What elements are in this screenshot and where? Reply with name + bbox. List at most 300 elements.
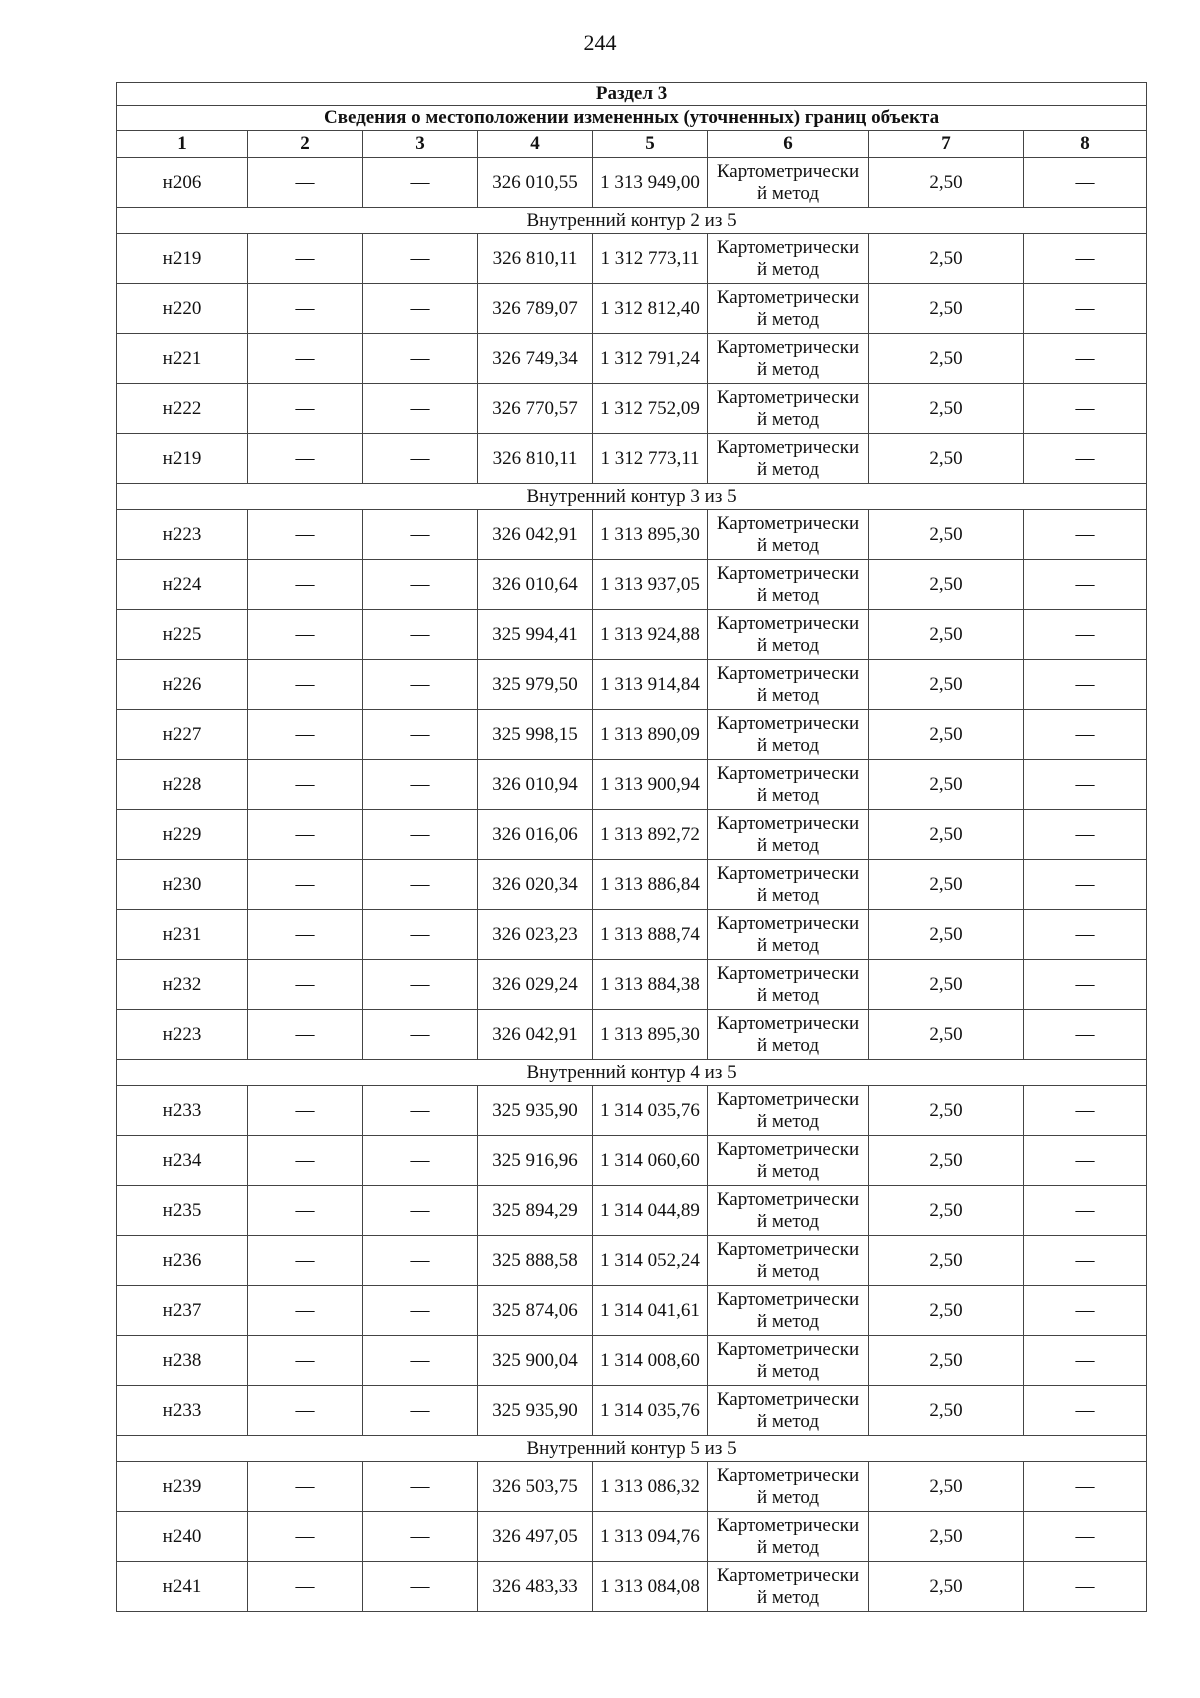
- column-2-cell: —: [248, 1236, 363, 1286]
- method-cell: [708, 660, 869, 710]
- column-2-cell: —: [248, 1010, 363, 1060]
- page-number: 244: [583, 30, 617, 55]
- x-coordinate-cell: 325 998,15: [478, 710, 593, 760]
- method-text-line-1: Картометрически: [716, 160, 860, 182]
- table-title: Сведения о местоположении измененных (уточненных) границ объекта: [117, 106, 1147, 131]
- x-coordinate-cell: 326 010,55: [478, 158, 593, 208]
- point-name-cell: н224: [117, 560, 248, 610]
- accuracy-cell: 2,50: [869, 1386, 1024, 1436]
- x-coordinate-cell: 326 023,23: [478, 910, 593, 960]
- column-3-cell: —: [363, 1512, 478, 1562]
- accuracy-cell: 2,50: [869, 1136, 1024, 1186]
- method-text-line-1: Картометрически: [716, 286, 860, 308]
- method-text-line-1: Картометрически: [716, 662, 860, 684]
- y-coordinate-cell: 1 313 924,88: [593, 610, 708, 660]
- column-3-cell: —: [363, 1010, 478, 1060]
- column-8-cell: —: [1024, 1186, 1147, 1236]
- column-8-cell: —: [1024, 1086, 1147, 1136]
- x-coordinate-cell: 326 497,05: [478, 1512, 593, 1562]
- y-coordinate-cell: 1 313 900,94: [593, 760, 708, 810]
- column-8-cell: —: [1024, 510, 1147, 560]
- method-text-line-2: й метод: [756, 884, 820, 906]
- table-row: [117, 1462, 1147, 1512]
- point-name-cell: н234: [117, 1136, 248, 1186]
- column-8-cell: —: [1024, 660, 1147, 710]
- accuracy-cell: 2,50: [869, 234, 1024, 284]
- table-row: [117, 284, 1147, 334]
- column-8-cell: —: [1024, 334, 1147, 384]
- y-coordinate-cell: 1 313 884,38: [593, 960, 708, 1010]
- column-8-cell: —: [1024, 860, 1147, 910]
- table-row: [117, 1086, 1147, 1136]
- point-name-cell: н229: [117, 810, 248, 860]
- method-cell: [708, 1136, 869, 1186]
- column-8-cell: —: [1024, 158, 1147, 208]
- method-text-line-1: Картометрически: [716, 236, 860, 258]
- column-3-cell: —: [363, 910, 478, 960]
- column-2-cell: —: [248, 960, 363, 1010]
- column-8-cell: —: [1024, 1236, 1147, 1286]
- accuracy-cell: 2,50: [869, 1562, 1024, 1612]
- column-3-cell: —: [363, 660, 478, 710]
- method-text-line-2: й метод: [756, 1310, 820, 1332]
- column-number: 7: [869, 131, 1024, 158]
- method-cell: [708, 284, 869, 334]
- method-text-line-2: й метод: [756, 1536, 820, 1558]
- point-name-cell: н219: [117, 434, 248, 484]
- method-text-line-1: Картометрически: [716, 962, 860, 984]
- method-text-line-1: Картометрически: [716, 1088, 860, 1110]
- column-3-cell: —: [363, 384, 478, 434]
- column-3-cell: —: [363, 710, 478, 760]
- method-cell: [708, 760, 869, 810]
- column-8-cell: —: [1024, 1336, 1147, 1386]
- method-cell: [708, 234, 869, 284]
- method-text-line-2: й метод: [756, 182, 820, 204]
- method-cell: [708, 1186, 869, 1236]
- method-cell: [708, 1512, 869, 1562]
- table-row: [117, 560, 1147, 610]
- point-name-cell: н223: [117, 1010, 248, 1060]
- table-row: [117, 860, 1147, 910]
- y-coordinate-cell: 1 314 035,76: [593, 1386, 708, 1436]
- column-3-cell: —: [363, 1462, 478, 1512]
- point-name-cell: н220: [117, 284, 248, 334]
- column-3-cell: —: [363, 234, 478, 284]
- y-coordinate-cell: 1 312 791,24: [593, 334, 708, 384]
- accuracy-cell: 2,50: [869, 760, 1024, 810]
- x-coordinate-cell: 325 994,41: [478, 610, 593, 660]
- method-text-line-1: Картометрически: [716, 1388, 860, 1410]
- column-3-cell: —: [363, 1336, 478, 1386]
- column-3-cell: —: [363, 434, 478, 484]
- column-2-cell: —: [248, 1186, 363, 1236]
- x-coordinate-cell: 325 894,29: [478, 1186, 593, 1236]
- x-coordinate-cell: 326 042,91: [478, 510, 593, 560]
- method-text-line-2: й метод: [756, 734, 820, 756]
- x-coordinate-cell: 326 016,06: [478, 810, 593, 860]
- column-3-cell: —: [363, 960, 478, 1010]
- y-coordinate-cell: 1 312 773,11: [593, 434, 708, 484]
- accuracy-cell: 2,50: [869, 660, 1024, 710]
- point-name-cell: н236: [117, 1236, 248, 1286]
- y-coordinate-cell: 1 312 812,40: [593, 284, 708, 334]
- method-text-line-1: Картометрически: [716, 1464, 860, 1486]
- accuracy-cell: 2,50: [869, 384, 1024, 434]
- column-2-cell: —: [248, 1136, 363, 1186]
- method-text-line-2: й метод: [756, 684, 820, 706]
- column-2-cell: —: [248, 1562, 363, 1612]
- method-text-line-2: й метод: [756, 308, 820, 330]
- method-text-line-1: Картометрически: [716, 1338, 860, 1360]
- y-coordinate-cell: 1 314 044,89: [593, 1186, 708, 1236]
- column-number: 5: [593, 131, 708, 158]
- x-coordinate-cell: 326 042,91: [478, 1010, 593, 1060]
- column-2-cell: —: [248, 1386, 363, 1436]
- column-2-cell: —: [248, 510, 363, 560]
- method-text-line-1: Картометрически: [716, 512, 860, 534]
- method-cell: [708, 1010, 869, 1060]
- table-row: [117, 1562, 1147, 1612]
- column-3-cell: —: [363, 284, 478, 334]
- y-coordinate-cell: 1 313 895,30: [593, 510, 708, 560]
- column-8-cell: —: [1024, 760, 1147, 810]
- y-coordinate-cell: 1 312 773,11: [593, 234, 708, 284]
- x-coordinate-cell: 326 749,34: [478, 334, 593, 384]
- method-text-line-1: Картометрически: [716, 1188, 860, 1210]
- x-coordinate-cell: 326 483,33: [478, 1562, 593, 1612]
- column-8-cell: —: [1024, 1386, 1147, 1436]
- point-name-cell: н221: [117, 334, 248, 384]
- method-cell: [708, 610, 869, 660]
- method-cell: [708, 1086, 869, 1136]
- table-row: [117, 1236, 1147, 1286]
- method-text-line-2: й метод: [756, 784, 820, 806]
- method-text-line-2: й метод: [756, 984, 820, 1006]
- x-coordinate-cell: 326 789,07: [478, 284, 593, 334]
- column-8-cell: —: [1024, 1286, 1147, 1336]
- method-cell: [708, 1236, 869, 1286]
- section-title-row: [117, 83, 1147, 106]
- x-coordinate-cell: 325 935,90: [478, 1086, 593, 1136]
- column-8-cell: —: [1024, 434, 1147, 484]
- y-coordinate-cell: 1 314 008,60: [593, 1336, 708, 1386]
- column-8-cell: —: [1024, 910, 1147, 960]
- method-text-line-1: Картометрически: [716, 712, 860, 734]
- method-cell: [708, 960, 869, 1010]
- column-8-cell: —: [1024, 1562, 1147, 1612]
- column-2-cell: —: [248, 1336, 363, 1386]
- y-coordinate-cell: 1 313 094,76: [593, 1512, 708, 1562]
- table-row: [117, 1336, 1147, 1386]
- y-coordinate-cell: 1 314 041,61: [593, 1286, 708, 1336]
- method-text-line-1: Картометрически: [716, 1564, 860, 1586]
- accuracy-cell: 2,50: [869, 510, 1024, 560]
- x-coordinate-cell: 326 503,75: [478, 1462, 593, 1512]
- accuracy-cell: 2,50: [869, 1086, 1024, 1136]
- method-text-line-2: й метод: [756, 534, 820, 556]
- x-coordinate-cell: 326 810,11: [478, 234, 593, 284]
- point-name-cell: н219: [117, 234, 248, 284]
- method-cell: [708, 860, 869, 910]
- method-text-line-1: Картометрически: [716, 1514, 860, 1536]
- column-3-cell: —: [363, 1086, 478, 1136]
- x-coordinate-cell: 326 010,94: [478, 760, 593, 810]
- method-cell: [708, 910, 869, 960]
- column-8-cell: —: [1024, 1512, 1147, 1562]
- table-row: [117, 760, 1147, 810]
- table-row: [117, 710, 1147, 760]
- method-cell: [708, 710, 869, 760]
- accuracy-cell: 2,50: [869, 334, 1024, 384]
- column-number: 8: [1024, 131, 1147, 158]
- column-8-cell: —: [1024, 960, 1147, 1010]
- x-coordinate-cell: 325 979,50: [478, 660, 593, 710]
- x-coordinate-cell: 325 916,96: [478, 1136, 593, 1186]
- y-coordinate-cell: 1 313 886,84: [593, 860, 708, 910]
- table-row: [117, 1286, 1147, 1336]
- point-name-cell: н240: [117, 1512, 248, 1562]
- method-text-line-1: Картометрически: [716, 336, 860, 358]
- accuracy-cell: 2,50: [869, 1512, 1024, 1562]
- method-text-line-1: Картометрически: [716, 436, 860, 458]
- accuracy-cell: 2,50: [869, 434, 1024, 484]
- method-text-line-2: й метод: [756, 258, 820, 280]
- column-number: 6: [708, 131, 869, 158]
- column-2-cell: —: [248, 384, 363, 434]
- x-coordinate-cell: 325 874,06: [478, 1286, 593, 1336]
- accuracy-cell: 2,50: [869, 1462, 1024, 1512]
- method-cell: [708, 510, 869, 560]
- point-name-cell: н223: [117, 510, 248, 560]
- accuracy-cell: 2,50: [869, 284, 1024, 334]
- method-text-line-2: й метод: [756, 408, 820, 430]
- method-text-line-1: Картометрически: [716, 812, 860, 834]
- column-number: 1: [117, 131, 248, 158]
- method-text-line-2: й метод: [756, 934, 820, 956]
- column-2-cell: —: [248, 610, 363, 660]
- table-row: [117, 234, 1147, 284]
- accuracy-cell: 2,50: [869, 960, 1024, 1010]
- method-cell: [708, 1336, 869, 1386]
- column-3-cell: —: [363, 334, 478, 384]
- column-2-cell: —: [248, 810, 363, 860]
- table-row: [117, 1386, 1147, 1436]
- y-coordinate-cell: 1 314 052,24: [593, 1236, 708, 1286]
- point-name-cell: н232: [117, 960, 248, 1010]
- column-2-cell: —: [248, 910, 363, 960]
- point-name-cell: н222: [117, 384, 248, 434]
- accuracy-cell: 2,50: [869, 1286, 1024, 1336]
- method-cell: [708, 1286, 869, 1336]
- method-cell: [708, 1562, 869, 1612]
- x-coordinate-cell: 326 810,11: [478, 434, 593, 484]
- point-name-cell: н231: [117, 910, 248, 960]
- column-3-cell: —: [363, 510, 478, 560]
- x-coordinate-cell: 326 770,57: [478, 384, 593, 434]
- column-number-row: [117, 131, 1147, 158]
- method-text-line-1: Картометрически: [716, 1288, 860, 1310]
- column-3-cell: —: [363, 810, 478, 860]
- point-name-cell: н226: [117, 660, 248, 710]
- y-coordinate-cell: 1 313 890,09: [593, 710, 708, 760]
- method-cell: [708, 384, 869, 434]
- point-name-cell: н237: [117, 1286, 248, 1336]
- method-text-line-2: й метод: [756, 1160, 820, 1182]
- column-number: 4: [478, 131, 593, 158]
- x-coordinate-cell: 325 888,58: [478, 1236, 593, 1286]
- column-2-cell: —: [248, 760, 363, 810]
- contour-header-row: [117, 484, 1147, 510]
- x-coordinate-cell: 326 010,64: [478, 560, 593, 610]
- method-cell: [708, 1462, 869, 1512]
- y-coordinate-cell: 1 313 914,84: [593, 660, 708, 710]
- column-2-cell: —: [248, 660, 363, 710]
- y-coordinate-cell: 1 313 937,05: [593, 560, 708, 610]
- method-cell: [708, 434, 869, 484]
- column-3-cell: —: [363, 1386, 478, 1436]
- column-2-cell: —: [248, 560, 363, 610]
- y-coordinate-cell: 1 313 895,30: [593, 1010, 708, 1060]
- method-text-line-2: й метод: [756, 1360, 820, 1382]
- table-row: [117, 334, 1147, 384]
- table-row: [117, 434, 1147, 484]
- x-coordinate-cell: 326 020,34: [478, 860, 593, 910]
- accuracy-cell: 2,50: [869, 1186, 1024, 1236]
- point-name-cell: н238: [117, 1336, 248, 1386]
- column-3-cell: —: [363, 1186, 478, 1236]
- column-2-cell: —: [248, 434, 363, 484]
- column-2-cell: —: [248, 284, 363, 334]
- column-2-cell: —: [248, 158, 363, 208]
- point-name-cell: н241: [117, 1562, 248, 1612]
- point-name-cell: н233: [117, 1386, 248, 1436]
- section-title: Раздел 3: [117, 83, 1147, 106]
- column-2-cell: —: [248, 860, 363, 910]
- table-row: [117, 910, 1147, 960]
- accuracy-cell: 2,50: [869, 710, 1024, 760]
- y-coordinate-cell: 1 313 949,00: [593, 158, 708, 208]
- column-2-cell: —: [248, 334, 363, 384]
- column-8-cell: —: [1024, 1136, 1147, 1186]
- method-cell: [708, 334, 869, 384]
- column-3-cell: —: [363, 1562, 478, 1612]
- method-cell: [708, 1386, 869, 1436]
- column-number: 2: [248, 131, 363, 158]
- point-name-cell: н233: [117, 1086, 248, 1136]
- table-row: [117, 660, 1147, 710]
- table-title-row: [117, 106, 1147, 131]
- accuracy-cell: 2,50: [869, 810, 1024, 860]
- method-text-line-2: й метод: [756, 584, 820, 606]
- table-row: [117, 158, 1147, 208]
- y-coordinate-cell: 1 313 084,08: [593, 1562, 708, 1612]
- point-name-cell: н228: [117, 760, 248, 810]
- y-coordinate-cell: 1 313 086,32: [593, 1462, 708, 1512]
- method-text-line-2: й метод: [756, 834, 820, 856]
- method-text-line-2: й метод: [756, 634, 820, 656]
- column-2-cell: —: [248, 1086, 363, 1136]
- table-row: [117, 960, 1147, 1010]
- method-text-line-2: й метод: [756, 358, 820, 380]
- column-8-cell: —: [1024, 234, 1147, 284]
- column-3-cell: —: [363, 1236, 478, 1286]
- accuracy-cell: 2,50: [869, 1010, 1024, 1060]
- column-3-cell: —: [363, 1286, 478, 1336]
- y-coordinate-cell: 1 314 035,76: [593, 1086, 708, 1136]
- column-8-cell: —: [1024, 610, 1147, 660]
- column-8-cell: —: [1024, 810, 1147, 860]
- method-cell: [708, 560, 869, 610]
- contour-header-row: [117, 1436, 1147, 1462]
- accuracy-cell: 2,50: [869, 610, 1024, 660]
- column-2-cell: —: [248, 710, 363, 760]
- accuracy-cell: 2,50: [869, 860, 1024, 910]
- table-row: [117, 810, 1147, 860]
- method-text-line-1: Картометрически: [716, 612, 860, 634]
- method-text-line-1: Картометрически: [716, 562, 860, 584]
- column-2-cell: —: [248, 1512, 363, 1562]
- contour-label: Внутренний контур 3 из 5: [117, 484, 1147, 510]
- point-name-cell: н227: [117, 710, 248, 760]
- contour-label: Внутренний контур 4 из 5: [117, 1060, 1147, 1086]
- table-row: [117, 1010, 1147, 1060]
- column-3-cell: —: [363, 1136, 478, 1186]
- point-name-cell: н235: [117, 1186, 248, 1236]
- method-cell: [708, 810, 869, 860]
- coordinates-table: [116, 82, 1147, 1612]
- table-row: [117, 1512, 1147, 1562]
- y-coordinate-cell: 1 313 888,74: [593, 910, 708, 960]
- method-text-line-1: Картометрически: [716, 912, 860, 934]
- point-name-cell: н230: [117, 860, 248, 910]
- column-8-cell: —: [1024, 560, 1147, 610]
- column-8-cell: —: [1024, 1010, 1147, 1060]
- method-text-line-1: Картометрически: [716, 862, 860, 884]
- table-row: [117, 610, 1147, 660]
- column-number: 3: [363, 131, 478, 158]
- method-text-line-2: й метод: [756, 1260, 820, 1282]
- column-3-cell: —: [363, 158, 478, 208]
- table-row: [117, 1136, 1147, 1186]
- method-text-line-2: й метод: [756, 1486, 820, 1508]
- method-text-line-2: й метод: [756, 1034, 820, 1056]
- accuracy-cell: 2,50: [869, 910, 1024, 960]
- point-name-cell: н206: [117, 158, 248, 208]
- accuracy-cell: 2,50: [869, 1336, 1024, 1386]
- method-text-line-1: Картометрически: [716, 1138, 860, 1160]
- contour-header-row: [117, 208, 1147, 234]
- y-coordinate-cell: 1 313 892,72: [593, 810, 708, 860]
- table-row: [117, 1186, 1147, 1236]
- method-text-line-1: Картометрически: [716, 1238, 860, 1260]
- x-coordinate-cell: 325 935,90: [478, 1386, 593, 1436]
- contour-label: Внутренний контур 5 из 5: [117, 1436, 1147, 1462]
- method-text-line-1: Картометрически: [716, 386, 860, 408]
- method-text-line-2: й метод: [756, 1110, 820, 1132]
- column-3-cell: —: [363, 860, 478, 910]
- column-2-cell: —: [248, 234, 363, 284]
- column-8-cell: —: [1024, 1462, 1147, 1512]
- method-text-line-2: й метод: [756, 1586, 820, 1608]
- point-name-cell: н239: [117, 1462, 248, 1512]
- x-coordinate-cell: 325 900,04: [478, 1336, 593, 1386]
- column-8-cell: —: [1024, 284, 1147, 334]
- x-coordinate-cell: 326 029,24: [478, 960, 593, 1010]
- point-name-cell: н225: [117, 610, 248, 660]
- accuracy-cell: 2,50: [869, 158, 1024, 208]
- method-text-line-2: й метод: [756, 458, 820, 480]
